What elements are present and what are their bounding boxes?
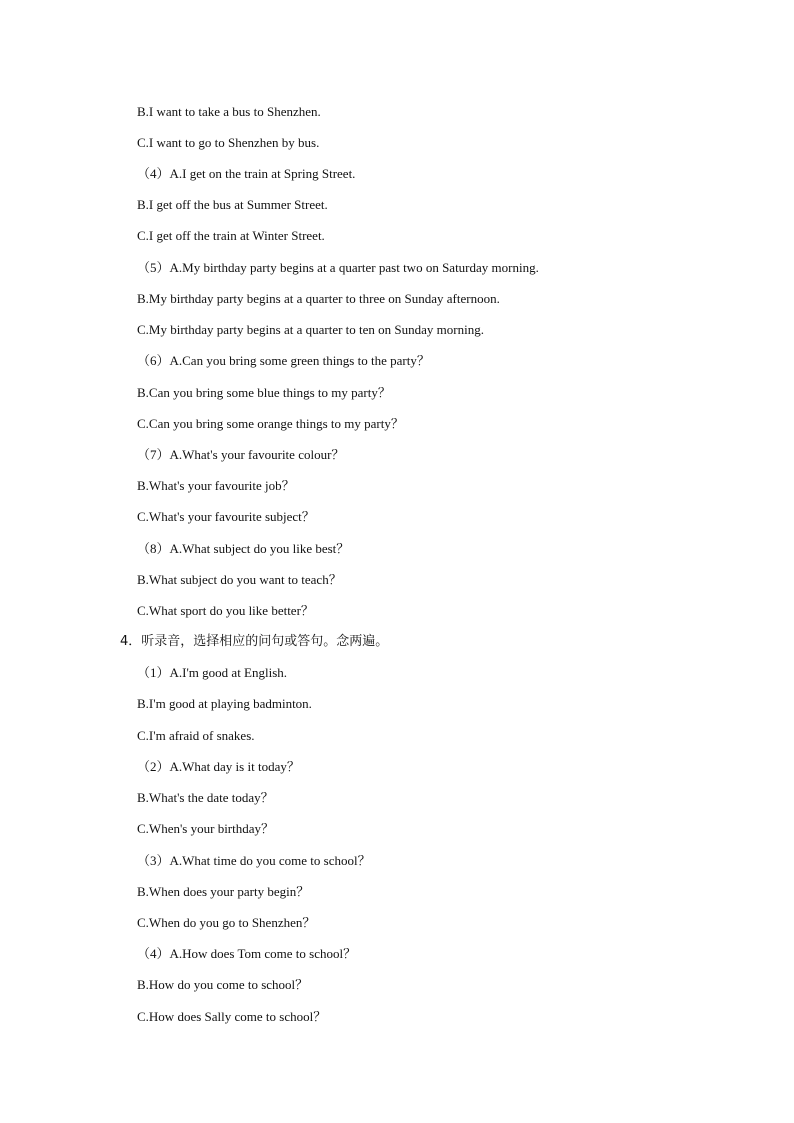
question-5-option-b: B.My birthday party begins at a quarter to three on Sunday afternoon.: [137, 291, 500, 306]
question-4-option-b: B.I get off the bus at Summer Street.: [137, 197, 328, 212]
s4-question-3-option-c: C.When do you go to Shenzhen？: [137, 915, 316, 930]
section-4-heading: 4．听录音，选择相应的问句或答句。念两遍。: [120, 634, 389, 649]
question-6-option-b: B.Can you bring some blue things to my party？: [137, 385, 391, 400]
option-b-q3: B.I want to take a bus to Shenzhen.: [137, 104, 321, 119]
question-7-option-a: （7）A.What's your favourite colour？: [137, 447, 345, 462]
question-6-option-c: C.Can you bring some orange things to my party？: [137, 416, 404, 431]
question-7-option-c: C.What's your favourite subject？: [137, 509, 315, 524]
question-5-option-a: （5）A.My birthday party begins at a quarter past two on Saturday morning.: [137, 260, 539, 275]
s4-question-1-option-b: B.I'm good at playing badminton.: [137, 696, 312, 711]
question-8-option-c: C.What sport do you like better？: [137, 603, 314, 618]
question-8-option-a: （8）A.What subject do you like best？: [137, 541, 350, 556]
question-4-option-a: （4）A.I get on the train at Spring Street.: [137, 166, 356, 181]
s4-question-4-option-a: （4）A.How does Tom come to school？: [137, 946, 357, 961]
question-4-option-c: C.I get off the train at Winter Street.: [137, 228, 325, 243]
s4-question-3-option-a: （3）A.What time do you come to school？: [137, 853, 371, 868]
s4-question-3-option-b: B.When does your party begin？: [137, 884, 310, 899]
s4-question-1-option-c: C.I'm afraid of snakes.: [137, 728, 255, 743]
option-c-q3: C.I want to go to Shenzhen by bus.: [137, 135, 320, 150]
s4-question-4-option-c: C.How does Sally come to school？: [137, 1009, 327, 1024]
s4-question-2-option-a: （2）A.What day is it today？: [137, 759, 300, 774]
question-7-option-b: B.What's your favourite job？: [137, 478, 295, 493]
s4-question-4-option-b: B.How do you come to school？: [137, 977, 309, 992]
s4-question-2-option-c: C.When's your birthday？: [137, 821, 275, 836]
question-8-option-b: B.What subject do you want to teach？: [137, 572, 342, 587]
s4-question-2-option-b: B.What's the date today？: [137, 790, 274, 805]
question-5-option-c: C.My birthday party begins at a quarter to ten on Sunday morning.: [137, 322, 484, 337]
question-6-option-a: （6）A.Can you bring some green things to the party？: [137, 353, 430, 368]
s4-question-1-option-a: （1）A.I'm good at English.: [137, 665, 288, 680]
